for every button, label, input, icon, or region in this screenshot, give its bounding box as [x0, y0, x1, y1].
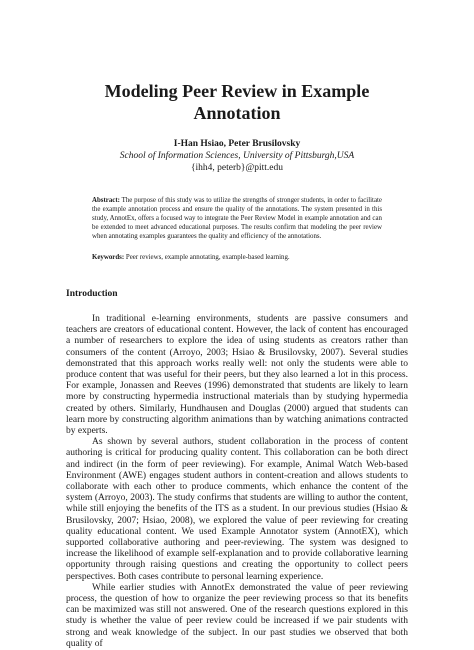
keywords-block — [92, 253, 382, 262]
body-paragraph: As shown by several authors, student collaboration in the process of content authoring is critical for producing quality content. This collaboration can be both direct and indirect (in the form of peer reviewing). For example, Animal Watch Web-based Environment (AWE) engages student authors in content-creation and allows students to collaborate with each other to produce comments, which enhance the content of the system (Arroyo, 2003). The study confirms that students are willing to author the content, while still enjoying the benefits of the ITS as a student. In our previous studies (Hsiao & Brusilovsky, 2007; Hsiao, 2008), we explored the value of peer reviewing for creating quality educational content. We used Example Annotator system (AnnotEX), which supported collaborative authoring and peer-reviewing. The system was designed to increase the likelihood of example self-explanation and to provide collaborative learning opportunity through raising questions and creating the opportunity to collect peers perspectives. Both cases contribute to personal learning experience. — [66, 437, 408, 582]
paper-title: Modeling Peer Review in Example Annotation — [104, 81, 370, 123]
abstract-block — [92, 196, 382, 241]
author-emails: {ihh4, peterb}@pitt.edu — [190, 163, 283, 173]
body-paragraph: In traditional e-learning environments, students are passive consumers and teachers are creators of educational content. However, the lack of content has encouraged a number of researchers to explore the idea of using students as creators rather than consumers of the content (Arroyo, 2003; Hsiao & Brusilovsky, 2007). Several studies demonstrated that this approach works really well: not only the students were able to produce content that was useful for their peers, but they also learned a lot in this process. For example, Jonassen and Reeves (1996) demonstrated that students are likely to learn more by constructing hypermedia instructional materials than by studying hypermedia created by others. Similarly, Hundhausen and Douglas (2000) argued that students can learn more by constructing algorithm animations than by watching animations contracted by experts. — [66, 314, 408, 437]
abstract-text: The purpose of this study was to utilize the strengths of stronger students, in order to facilitate the example annotation process and ensure the quality of the annotations. The system presented in this study, AnnotEx, offers a focused way to integrate the Peer Review Model in example annotation and can be extended to meet advanced educational purposes. The results confirm that modeling the peer review when annotating examples guarantees the quality and efficiency of the annotations. — [92, 197, 382, 240]
keywords-label: Keywords: — [92, 254, 125, 261]
abstract-label: Abstract: — [92, 197, 120, 204]
author-names: I-Han Hsiao, Peter Brusilovsky — [173, 139, 301, 149]
keywords-text: Peer reviews, example annotating, example-based learning. — [124, 254, 290, 261]
body-paragraph: While earlier studies with AnnotEx demonstrated the value of peer reviewing process, the question of how to organize the peer reviewing process so that its benefits can be maximized was still not answered. One of the research questions explored in this study is whether the value of peer review could be increased if we pair students with strong and weak knowledge of the subject. In our past studies we observed that both quality of — [66, 582, 408, 649]
author-affiliation: School of Information Sciences, University of Pittsburgh,USA — [119, 151, 355, 161]
section-heading-introduction: Introduction — [66, 289, 118, 299]
